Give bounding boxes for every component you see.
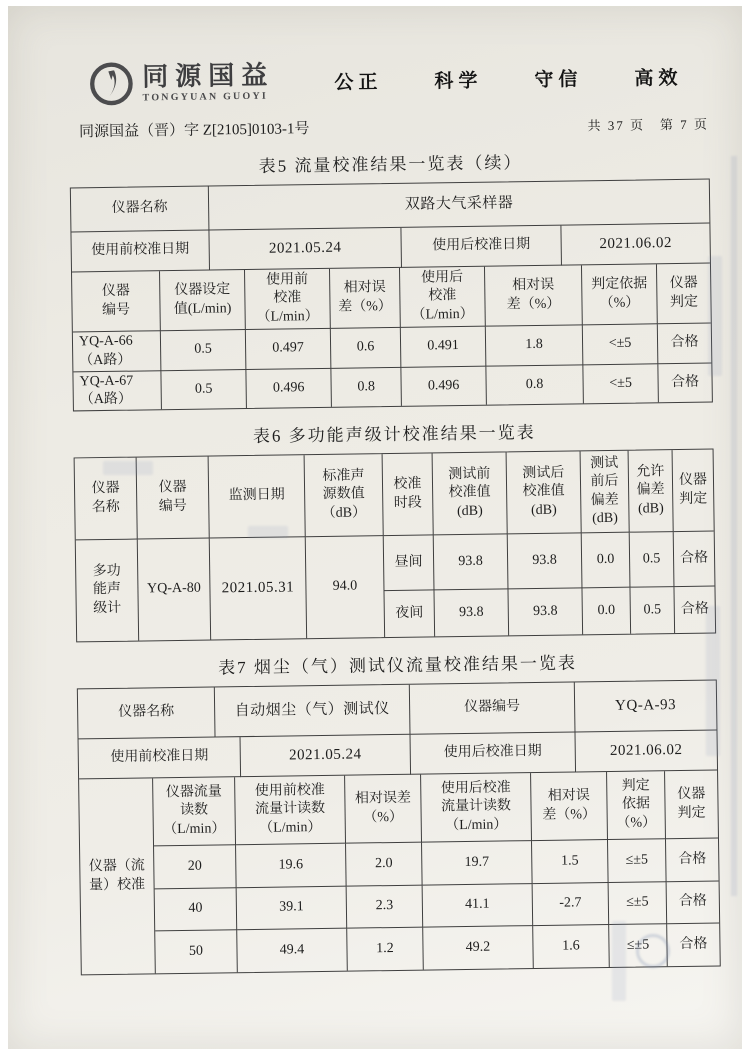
field-value: 自动烟尘（气）测试仪 [215,685,411,738]
logo-text [142,62,275,103]
motto-word: 守信 [534,68,583,91]
column-header: 测试前 校准值 (dB) [433,452,508,535]
table-cell: 0.497 [246,329,332,370]
column-header: 仪器 判定 [657,264,711,325]
document-number: 同源国益（晋）字 Z[2105]0103-1号 [78,121,310,141]
table6-sound-level-calibration [74,449,717,643]
table-cell: 93.8 [508,533,583,589]
table-cell: -2.7 [533,883,610,926]
period-subrows [384,532,715,638]
table-cell: 0.5 [630,532,675,588]
column-header: 判定依据 （%） [582,264,658,325]
table-cell: 0.496 [401,367,487,406]
bleedthrough-artifact [731,156,737,896]
table6-title: 表6 多功能声级计校准结果一览表 [252,422,536,446]
table-cell: 0.0 [582,533,631,589]
field-value: 2021.05.24 [241,735,412,777]
column-header: 使用后 校准 （L/min） [400,267,486,328]
table-cell: 2.3 [347,886,424,929]
column-header: 相对误差 （%） [345,775,422,844]
field-label: 仪器编号 [410,682,576,734]
table-cell: ≤±5 [609,924,668,967]
column-header: 仪器设定 值(L/min) [160,270,246,331]
column-header: 相对误 差（%） [330,268,401,329]
column-header: 仪器 编号 [137,457,210,540]
column-header: 使用后校准 流量计读数 （L/min） [421,773,532,843]
page-indicator: 共 37 页 第 7 页 [587,116,710,134]
column-header: 仪器 判定 [665,770,718,839]
table-cell: 19.7 [422,841,533,886]
table-row [78,680,717,739]
table-cell: 1.2 [347,928,424,971]
report-header [88,50,711,111]
table-row [384,587,715,638]
table-cell: 41.1 [423,884,534,928]
field-label: 仪器名称 [71,187,210,233]
table-cell: 0.491 [401,327,487,368]
column-header: 仪器 编号 [72,271,161,332]
table7-dust-gas-flow-calibration [77,679,721,975]
table-cell: 93.8 [434,534,509,590]
column-header: 仪器流量 读数 （L/min） [153,777,236,846]
table-cell: 0.8 [486,365,584,404]
document-meta-row [69,112,711,142]
table-cell: 0.5 [161,330,247,371]
table-cell: 49.2 [423,926,534,970]
table-cell: 94.0 [306,536,385,638]
motto-word: 科学 [434,70,483,92]
table-cell: 19.6 [236,844,347,889]
table-cell: 93.8 [508,588,583,635]
column-header: 标准声 源数值 （dB） [305,454,384,537]
table-cell: 39.1 [237,887,348,931]
table-cell: 50 [155,930,238,973]
company-motto [334,62,682,94]
field-label: 仪器名称 [78,687,216,739]
column-header: 仪器 判定 [673,450,714,533]
table-cell: 1.6 [533,925,610,968]
field-value: 2021.05.24 [209,228,402,271]
column-header: 相对误 差（%） [485,265,583,326]
table-cell: 40 [155,888,238,931]
column-header: 测试后 校准值 (dB) [507,451,582,534]
table-body [76,532,715,642]
motto-word: 高效 [634,67,683,90]
column-header: 校准 时段 [383,453,434,536]
field-value: 2021.06.02 [575,730,717,772]
column-header: 使用前校准 流量计读数 （L/min） [235,776,346,846]
tongyuan-guoyi-logo-icon [88,61,135,108]
table-cell: <±5 [583,364,659,403]
table-cell: 夜间 [384,590,435,637]
table-cell: 合格 [679,936,708,952]
column-header: 测试 前后 偏差 (dB) [581,451,630,534]
column-header: 判定 依据 （%） [607,771,666,840]
table-cell: 0.0 [582,588,631,635]
logo-latin-name: TONGYUAN GUOYI [142,90,269,103]
table-cell: YQ-A-67 （A路） [73,371,162,410]
table-cell: 多功 能声 级计 [76,540,139,642]
table-cell: ≤±5 [609,882,668,925]
table-cell: YQ-A-80 [138,539,211,641]
column-header: 相对误 差（%） [531,772,608,841]
table-header-row [75,450,714,541]
table-cell: 49.4 [237,929,348,973]
table7-title: 表7 烟尘（气）测试仪流量校准结果一览表 [218,653,578,678]
table-cell: 0.5 [161,370,247,409]
table-cell: 2021.05.31 [210,537,307,639]
table-body [79,770,720,974]
table-cell: 合格 [671,374,700,390]
flow-subrows [153,770,720,973]
paper-sheet [68,50,723,976]
row-group-label: 仪器（流 量）校准 [79,778,156,974]
motto-word: 公正 [334,71,383,94]
logo-name: 同源国益 [142,60,275,91]
table-cell: 0.8 [331,368,402,407]
table-header-row [72,264,711,333]
table-cell: 2.0 [346,843,423,887]
table-cell: ≤±5 [608,839,667,883]
table-cell: 合格 [674,532,715,588]
table-cell: 20 [154,845,237,889]
table-row [384,532,715,592]
table-cell: 0.6 [331,328,402,369]
column-header: 监测日期 [209,455,306,538]
column-header: 仪器 名称 [75,458,138,541]
table-cell: 合格 [666,838,719,882]
table-cell: 合格 [667,881,720,924]
table-cell: 93.8 [434,589,509,636]
table-cell: 1.8 [486,325,584,366]
table-cell: 合格 [680,601,709,617]
field-label: 使用后校准日期 [401,226,562,268]
table-cell: YQ-A-66 （A路） [73,331,162,372]
table5-flow-calibration [70,179,713,412]
field-label: 使用前校准日期 [79,737,242,779]
table-cell: 1.5 [532,840,609,884]
column-header: 使用前 校准 （L/min） [245,269,331,330]
field-label: 使用后校准日期 [411,732,577,774]
field-value: 2021.06.02 [561,224,710,266]
table-cell: 合格 [658,324,712,365]
table-cell: 0.5 [630,587,675,634]
table-cell: 昼间 [384,535,435,591]
table-header-row [153,770,718,846]
scanned-page [8,6,742,1049]
field-label: 使用前校准日期 [71,231,210,273]
table5-title: 表5 流量校准结果一览表（续） [258,153,523,176]
table-row [155,923,720,973]
table-cell: <±5 [583,324,659,365]
field-value: YQ-A-93 [575,680,717,732]
table-row [73,364,711,411]
field-value: 双路大气采样器 [209,180,710,231]
column-header: 允许 偏差 (dB) [629,450,674,533]
table-cell: 0.496 [246,369,332,408]
